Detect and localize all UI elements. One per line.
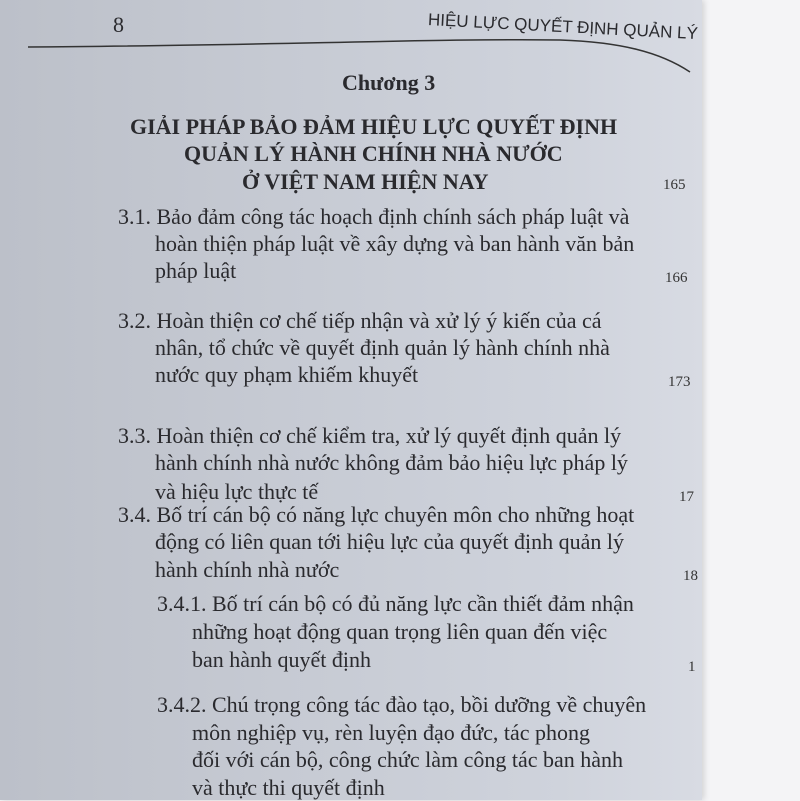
toc-entry-line: hành chính nhà nước	[155, 557, 340, 582]
toc-page-ref: 17	[679, 489, 694, 505]
toc-entry-line: nước quy phạm khiếm khuyết	[155, 362, 419, 387]
toc-entry-line: hoàn thiện pháp luật về xây dựng và ban hành văn bản	[155, 231, 635, 256]
toc-entry-line: đối với cán bộ, công chức làm công tác ban hành	[192, 747, 624, 772]
toc-entry-line: nhân, tổ chức về quyết định quản lý hành chính nhà	[155, 335, 610, 360]
toc-page-ref: 18	[683, 568, 698, 584]
toc-entry-line: 3.4.1. Bố trí cán bộ có đủ năng lực cần thiết đảm nhận	[157, 591, 634, 616]
page-number: 8	[113, 12, 124, 37]
toc-page-ref: 166	[665, 270, 688, 286]
toc-entry-line: và thực thi quyết định	[192, 775, 385, 800]
toc-entry-line: 3.4.2. Chú trọng công tác đào tạo, bồi dưỡng về chuyên	[157, 692, 647, 717]
toc-entry-line: môn nghiệp vụ, rèn luyện đạo đức, tác phong	[192, 720, 591, 745]
toc-entry-line: 3.3. Hoàn thiện cơ chế kiểm tra, xử lý quyết định quản lý	[118, 423, 622, 448]
chapter-title-line: GIẢI PHÁP BẢO ĐẢM HIỆU LỰC QUYẾT ĐỊNH	[130, 114, 618, 139]
toc-entry-line: pháp luật	[155, 258, 237, 283]
toc-entry-line: hành chính nhà nước không đảm bảo hiệu lực pháp lý	[155, 450, 628, 475]
toc-page-ref: 173	[668, 374, 691, 390]
toc-page-ref: 165	[663, 177, 686, 193]
running-header: HIỆU LỰC QUYẾT ĐỊNH QUẢN LÝ	[427, 10, 699, 44]
toc-entry-line: 3.2. Hoàn thiện cơ chế tiếp nhận và xử lý ý kiến của cá	[118, 308, 602, 333]
toc-entry-line: 3.1. Bảo đảm công tác hoạch định chính sách pháp luật và	[118, 204, 630, 229]
toc-entry-line: những hoạt động quan trọng liên quan đến việc	[192, 619, 608, 644]
toc-page-ref: 1	[688, 659, 696, 675]
toc-entry-line: và hiệu lực thực tế	[155, 479, 319, 504]
header-rule	[0, 0, 702, 80]
toc-entry-line: ban hành quyết định	[192, 647, 372, 672]
toc-entry-line: 3.4. Bố trí cán bộ có năng lực chuyên môn cho những hoạt	[118, 502, 635, 527]
toc-entry-line: động có liên quan tới hiệu lực của quyết định quản lý	[155, 529, 624, 554]
chapter-label: Chương 3	[342, 70, 436, 95]
chapter-title-line: QUẢN LÝ HÀNH CHÍNH NHÀ NƯỚC	[184, 141, 563, 166]
chapter-title-line: Ở VIỆT NAM HIỆN NAY	[242, 169, 489, 194]
